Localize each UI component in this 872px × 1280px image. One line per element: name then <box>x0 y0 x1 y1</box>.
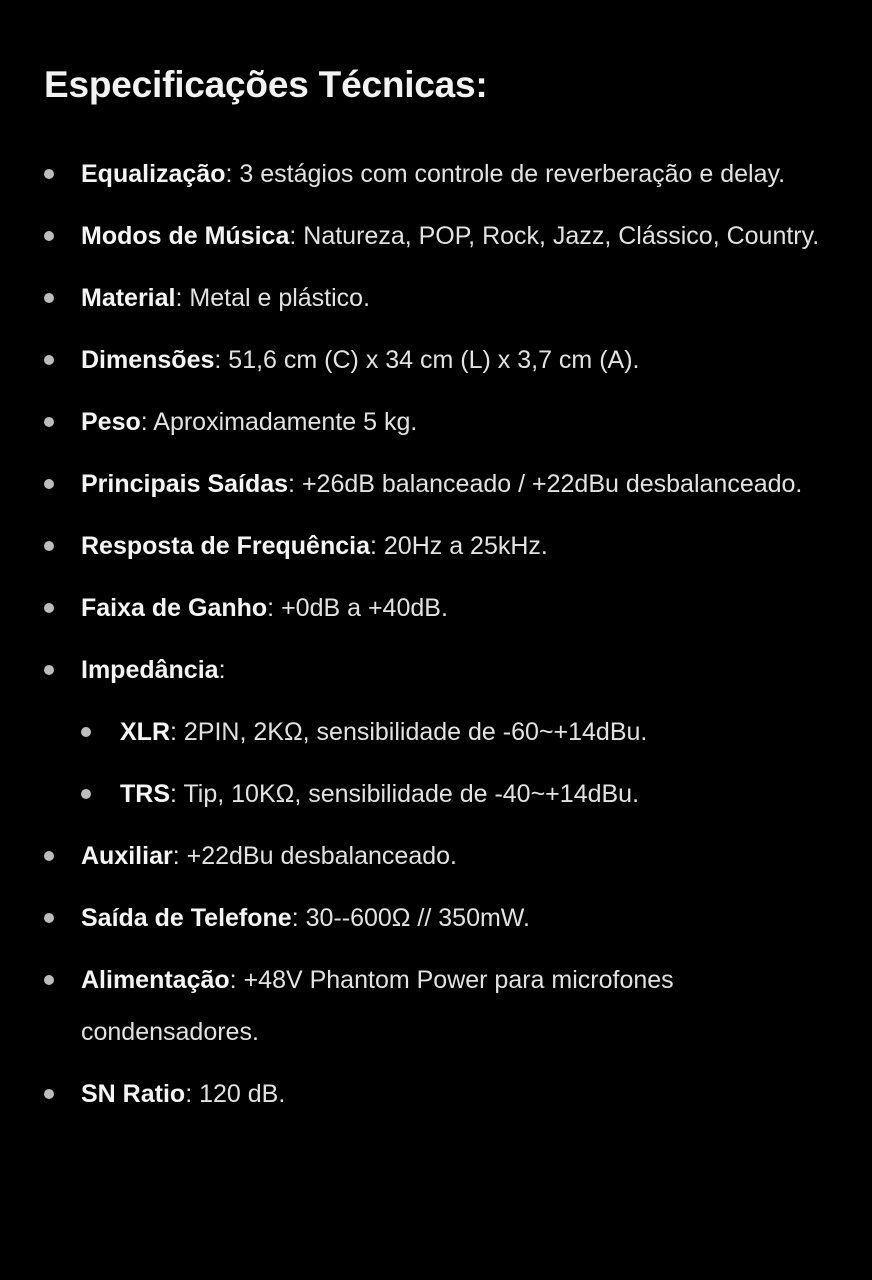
spec-item-sn-ratio <box>44 1068 832 1120</box>
impedance-sub-list <box>81 706 832 820</box>
spec-value: Aproximadamente 5 kg. <box>153 408 418 436</box>
spec-separator: : <box>291 904 306 932</box>
spec-value: 120 dB. <box>199 1080 286 1108</box>
spec-label: Dimensões <box>81 346 215 374</box>
spec-label: Auxiliar <box>81 842 173 870</box>
spec-separator: : <box>218 656 226 684</box>
spec-item-peso <box>44 396 832 448</box>
spec-label: Principais Saídas <box>81 470 289 498</box>
bullet-icon <box>81 727 91 737</box>
spec-value: 30--600Ω // 350mW. <box>305 904 530 932</box>
bullet-icon <box>44 355 54 365</box>
spec-value: 51,6 cm (C) x 34 cm (L) x 3,7 cm (A). <box>228 346 640 374</box>
spec-item-modos-de-musica <box>44 210 832 262</box>
spec-value: 20Hz a 25kHz. <box>383 532 548 560</box>
spec-value: Tip, 10KΩ, sensibilidade de -40~+14dBu. <box>183 780 640 808</box>
spec-separator: : <box>170 718 184 746</box>
spec-label: Peso <box>81 408 141 436</box>
spec-value: +22dBu desbalanceado. <box>186 842 457 870</box>
bullet-icon <box>44 479 54 489</box>
spec-item-resposta-de-frequencia <box>44 520 832 572</box>
spec-label: Equalização <box>81 160 226 188</box>
spec-label: SN Ratio <box>81 1080 186 1108</box>
spec-value: Natureza, POP, Rock, Jazz, Clássico, Country. <box>303 222 820 250</box>
spec-item-auxiliar <box>44 830 832 882</box>
spec-separator: : <box>175 284 190 312</box>
spec-item-saida-de-telefone <box>44 892 832 944</box>
spec-label: Impedância <box>81 656 219 684</box>
spec-separator: : <box>172 842 187 870</box>
spec-separator: : <box>170 780 184 808</box>
bullet-icon <box>44 293 54 303</box>
spec-value: +26dB balanceado / +22dBu desbalanceado. <box>301 470 803 498</box>
spec-separator: : <box>214 346 229 374</box>
page-title: Especificações Técnicas: <box>44 64 488 105</box>
spec-label: XLR <box>120 718 170 746</box>
bullet-icon <box>44 417 54 427</box>
bullet-icon <box>44 665 54 675</box>
spec-label: Faixa de Ganho <box>81 594 268 622</box>
bullet-icon <box>44 1089 54 1099</box>
spec-separator: : <box>289 222 304 250</box>
spec-item-dimensoes <box>44 334 832 386</box>
bullet-icon <box>44 231 54 241</box>
spec-separator: : <box>229 966 244 994</box>
bullet-icon <box>44 169 54 179</box>
bullet-icon <box>44 913 54 923</box>
spec-item-equalizacao <box>44 148 832 200</box>
spec-value: +0dB a +40dB. <box>281 594 448 622</box>
sub-item-trs <box>81 768 832 820</box>
bullet-icon <box>44 541 54 551</box>
spec-item-principais-saidas <box>44 458 832 510</box>
spec-item-material <box>44 272 832 324</box>
spec-separator: : <box>267 594 282 622</box>
spec-label: TRS <box>120 780 170 808</box>
bullet-icon <box>44 603 54 613</box>
spec-label: Saída de Telefone <box>81 904 292 932</box>
spec-label: Modos de Música <box>81 222 290 250</box>
spec-label: Material <box>81 284 176 312</box>
spec-value: 3 estágios com controle de reverberação e delay. <box>239 160 786 188</box>
spec-separator: : <box>140 408 154 436</box>
spec-separator: : <box>225 160 240 188</box>
spec-value: Metal e plástico. <box>189 284 371 312</box>
spec-label: Resposta de Frequência <box>81 532 370 560</box>
spec-separator: : <box>288 470 302 498</box>
spec-value: +48V Phantom Power para microfones condensadores. <box>81 966 674 1046</box>
spec-item-alimentacao <box>44 954 832 1058</box>
spec-list <box>44 148 832 1120</box>
sub-item-xlr <box>81 706 832 758</box>
spec-item-faixa-de-ganho <box>44 582 832 634</box>
spec-label: Alimentação <box>81 966 230 994</box>
spec-item-impedancia <box>44 644 832 820</box>
bullet-icon <box>44 851 54 861</box>
bullet-icon <box>81 789 91 799</box>
spec-value: 2PIN, 2KΩ, sensibilidade de -60~+14dBu. <box>183 718 648 746</box>
bullet-icon <box>44 975 54 985</box>
spec-separator: : <box>369 532 384 560</box>
spec-separator: : <box>185 1080 200 1108</box>
